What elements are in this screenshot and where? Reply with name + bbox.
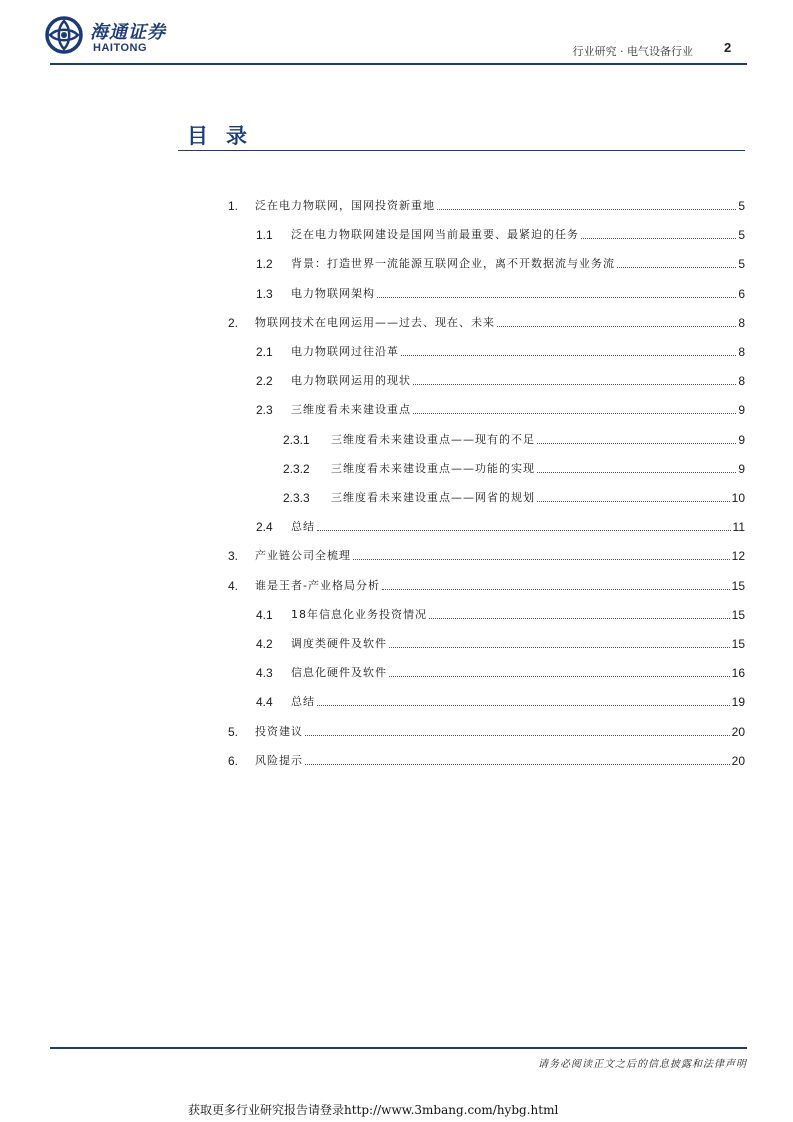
toc-dot-leader: [389, 676, 730, 677]
toc-entry[interactable]: [228, 577, 745, 593]
toc-entry-page: 5: [738, 257, 745, 272]
toc-dot-leader: [429, 618, 730, 619]
toc-entry[interactable]: [228, 752, 745, 768]
report-category: 行业研究 · 电气设备行业: [572, 45, 693, 58]
toc-entry-title: 电力物联网架构: [291, 286, 375, 300]
toc-entry-page: 9: [738, 403, 745, 418]
toc-entry[interactable]: [256, 343, 745, 359]
toc-entry-title: 三维度看未来建设重点——现有的不足: [331, 432, 535, 446]
toc-entry-page: 20: [731, 724, 745, 739]
toc-entry-number: 2.3: [256, 403, 273, 418]
toc-dot-leader: [382, 589, 730, 590]
toc-entry[interactable]: [256, 226, 745, 242]
legal-disclaimer: 请务必阅读正文之后的信息披露和法律声明: [538, 1059, 747, 1070]
toc-entry-page: 10: [731, 491, 745, 505]
toc-entry[interactable]: [256, 635, 745, 651]
toc-dot-leader: [537, 472, 736, 473]
haitong-emblem-icon: [44, 15, 84, 55]
toc-dot-leader: [353, 559, 730, 560]
toc-entry-page: 8: [738, 374, 745, 389]
logo-english-name: HAITONG: [93, 42, 148, 54]
toc-entry[interactable]: [283, 489, 745, 505]
toc-entry-number: 6.: [228, 753, 239, 768]
toc-entry-number: 2.4: [256, 520, 273, 535]
toc-entry-title: 投资建议: [255, 724, 303, 738]
toc-entry[interactable]: [228, 547, 745, 563]
toc-entry-number: 2.3.2: [283, 461, 310, 476]
toc-dot-leader: [305, 735, 730, 736]
toc-title: 目录: [187, 124, 265, 148]
toc-dot-leader: [537, 443, 736, 444]
toc-entry-title: 总结: [291, 520, 315, 534]
toc-entry[interactable]: [228, 314, 745, 330]
toc-entry-number: 4.4: [256, 695, 273, 710]
toc-entry-page: 15: [731, 637, 745, 651]
toc-entry-page: 9: [738, 432, 745, 447]
toc-entry-number: 4.1: [256, 607, 273, 622]
toc-entry[interactable]: [283, 460, 745, 476]
toc-dot-leader: [401, 355, 736, 356]
toc-dot-leader: [437, 209, 736, 210]
toc-entry-number: 2.1: [256, 345, 273, 359]
toc-dot-leader: [317, 530, 731, 531]
toc-entry[interactable]: [256, 401, 745, 417]
toc-entry-page: 16: [731, 666, 745, 681]
toc-entry-number: 2.3.1: [283, 432, 310, 447]
toc-dot-leader: [413, 384, 736, 385]
toc-entry-title: 谁是王者-产业格局分析: [255, 578, 380, 592]
toc-entry-title: 风险提示: [255, 753, 303, 767]
toc-entry-number: 4.2: [256, 637, 273, 651]
toc-entry-number: 5.: [228, 724, 239, 739]
toc-entry[interactable]: [256, 255, 745, 271]
toc-entry-title: 调度类硬件及软件: [291, 637, 387, 650]
toc-entry-title: 三维度看未来建设重点——功能的实现: [331, 461, 535, 475]
toc-entry-page: 5: [738, 228, 745, 243]
toc-entry-number: 1.2: [256, 257, 273, 272]
toc-entry-title: 三维度看未来建设重点: [291, 403, 411, 417]
toc-entry-page: 9: [738, 461, 745, 476]
toc-entry-page: 11: [732, 520, 745, 535]
toc-entry-page: 8: [738, 315, 745, 330]
toc-dot-leader: [617, 267, 736, 268]
toc-entry-title: 信息化硬件及软件: [291, 666, 387, 680]
toc-entry-title: 泛在电力物联网建设是国网当前最重要、最紧迫的任务: [291, 228, 579, 242]
toc-entry-title: 泛在电力物联网，国网投资新重地: [255, 199, 435, 212]
toc-entry[interactable]: [256, 664, 745, 680]
toc-entry-number: 2.3.3: [283, 491, 310, 505]
toc-entry-title: 三维度看未来建设重点——网省的规划: [331, 491, 535, 504]
logo-chinese-name: 海通证券: [90, 22, 166, 43]
toc-entry-title: 产业链公司全梳理: [255, 549, 351, 563]
footer-divider: [50, 1047, 747, 1049]
toc-dot-leader: [317, 705, 730, 706]
toc-entry[interactable]: [256, 372, 745, 388]
toc-dot-leader: [389, 647, 730, 648]
toc-entry-page: 19: [731, 695, 745, 710]
toc-entry[interactable]: [256, 285, 745, 301]
promo-link-text[interactable]: 获取更多行业研究报告请登录http://www.3mbang.com/hybg.html: [188, 1103, 559, 1117]
toc-dot-leader: [413, 413, 736, 414]
toc-entry-page: 20: [731, 753, 745, 768]
toc-dot-leader: [581, 238, 736, 239]
toc-entry-number: 2.2: [256, 374, 273, 389]
toc-entry-page: 5: [738, 199, 745, 213]
toc-entry[interactable]: [228, 723, 745, 739]
toc-entry-title: 电力物联网运用的现状: [291, 374, 411, 388]
toc-entry-title: 总结: [291, 695, 315, 709]
toc-entry-page: 6: [738, 286, 745, 301]
toc-entry-page: 15: [731, 607, 745, 622]
header-divider: [50, 63, 747, 65]
toc-dot-leader: [377, 297, 736, 298]
toc-dot-leader: [305, 764, 730, 765]
haitong-logo: [44, 15, 184, 57]
toc-entry-page: 15: [731, 578, 745, 593]
toc-entry-number: 2.: [228, 315, 239, 330]
toc-entry-title: 背景：打造世界一流能源互联网企业，离不开数据流与业务流: [291, 257, 615, 271]
toc-dot-leader: [537, 501, 730, 502]
toc-entry-number: 1.: [228, 199, 239, 213]
toc-entry-page: 12: [731, 549, 745, 564]
toc-entry-number: 4.: [228, 578, 239, 593]
toc-entry-title: 电力物联网过往沿革: [291, 345, 399, 358]
toc-entry-title: 物联网技术在电网运用——过去、现在、未来: [255, 315, 495, 329]
toc-dot-leader: [497, 326, 736, 327]
toc-entry[interactable]: [228, 197, 745, 213]
page-number: 2: [724, 40, 732, 55]
toc-entry-number: 4.3: [256, 666, 273, 681]
toc-entry-page: 8: [738, 345, 745, 359]
toc-title-divider: [178, 150, 745, 151]
toc-entry[interactable]: [283, 431, 745, 447]
toc-entry[interactable]: [256, 693, 745, 709]
toc-entry-number: 1.3: [256, 286, 273, 301]
toc-entry[interactable]: [256, 606, 745, 622]
toc-entry-title: 18年信息化业务投资情况: [291, 607, 427, 621]
toc-entry-number: 1.1: [256, 228, 273, 243]
toc-entry-number: 3.: [228, 549, 239, 564]
toc-entry[interactable]: [256, 518, 745, 534]
